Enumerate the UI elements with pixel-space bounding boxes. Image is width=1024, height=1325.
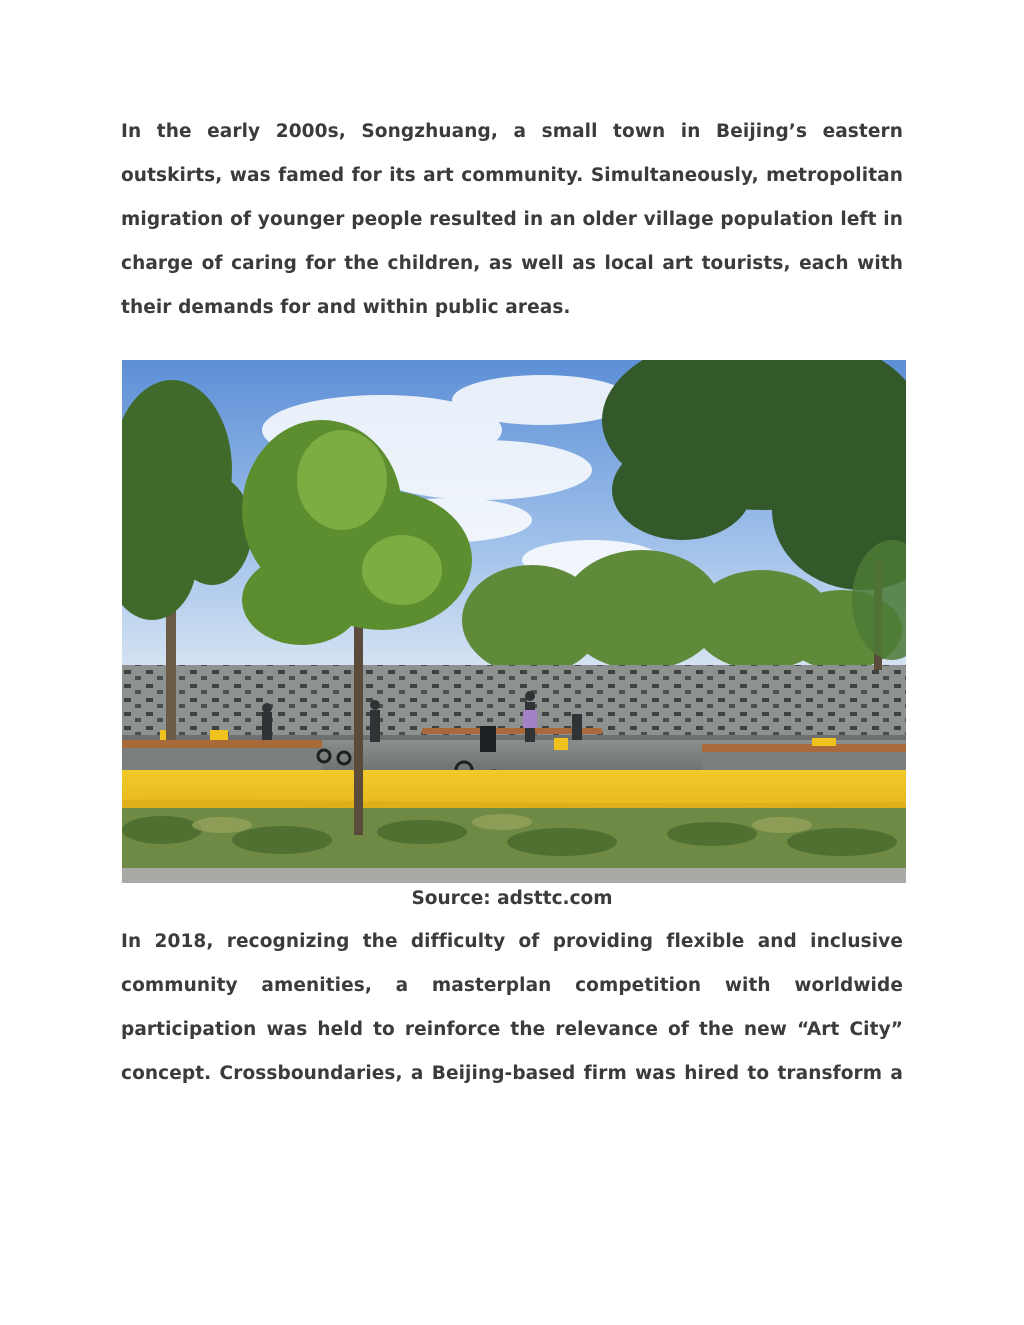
- body-paragraph: [121, 920, 903, 1096]
- text-line: community amenities, a masterplan competition with worldwide: [121, 975, 903, 996]
- intro-paragraph: [121, 110, 903, 330]
- text-line: participation was held to reinforce the relevance of the new “Art City”: [121, 1019, 903, 1040]
- figure-caption: Source: adsttc.com: [411, 888, 613, 909]
- text-line: In the early 2000s, Songzhuang, a small town in Beijing’s eastern: [121, 121, 903, 142]
- text-line: outskirts, was famed for its art community. Simultaneously, metropolitan: [121, 165, 903, 186]
- text-line: migration of younger people resulted in an older village population left in: [121, 209, 903, 230]
- text-line: concept. Crossboundaries, a Beijing-based firm was hired to transform a: [121, 1063, 903, 1084]
- text-line: their demands for and within public areas.: [121, 297, 571, 318]
- photo-songzhuang-plaza: [122, 360, 906, 883]
- text-line: In 2018, recognizing the difficulty of providing flexible and inclusive: [121, 931, 903, 952]
- text-line: charge of caring for the children, as well as local art tourists, each with: [121, 253, 903, 274]
